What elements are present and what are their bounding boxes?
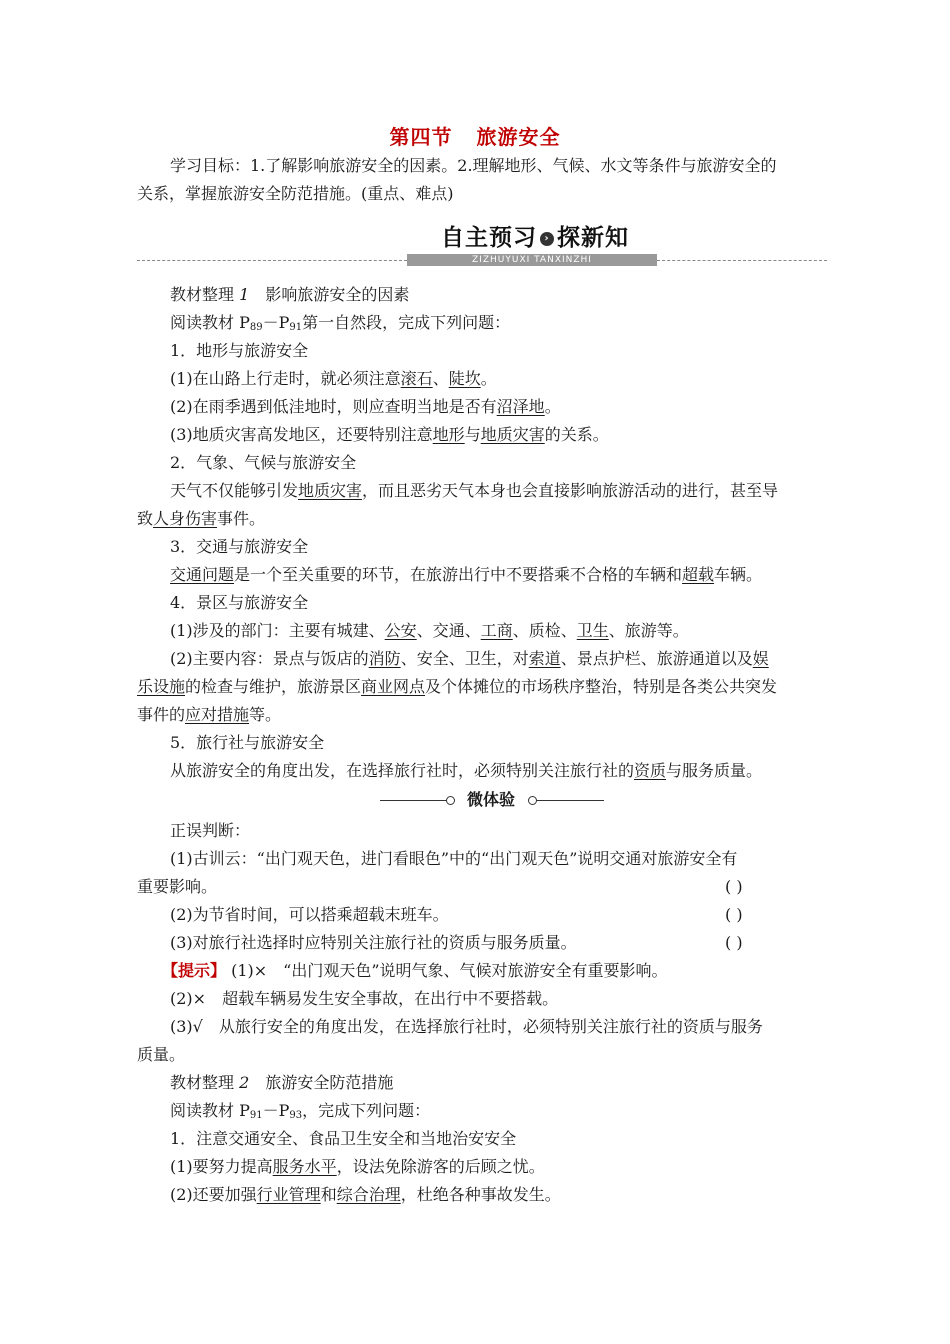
answer-blank-1: ( ) (725, 877, 743, 896)
learning-goals-line2: 关系，掌握旅游安全防范措施。(重点、难点) (137, 184, 454, 203)
banner-arrow-icon: › (540, 232, 554, 246)
scenic-item-2-line2: 乐设施的检查与维护，旅游景区商业网点及个体摊位的市场秩序整治，特别是各类公共突发 (137, 677, 778, 696)
answer-blank-3: ( ) (725, 933, 743, 952)
weather-text-line1: 天气不仅能够引发地质灾害，而且恶劣天气本身也会直接影响旅游活动的进行，甚至导 (170, 481, 779, 500)
divider-dot-left-icon (446, 796, 455, 805)
hint-a1: 【提示】 (1)× “出门观天色”说明气象、气候对旅游安全有重要影响。 (162, 961, 668, 980)
reading-instruction-1: 阅读教材 $P_{89}-P_{91}$第一自然段，完成下列问题： (170, 313, 511, 333)
topic-terrain: 1．地形与旅游安全 (170, 341, 309, 360)
material-heading-1: 教材整理 1 影响旅游安全的因素 (170, 285, 410, 304)
banner-dashed-rule-right (657, 260, 827, 261)
learning-goals-line1: 学习目标：1.了解影响旅游安全的因素。2.理解地形、气候、水文等条件与旅游安全的 (170, 156, 777, 175)
banner-dashed-rule-left (137, 260, 407, 261)
measure-item-1: (1)要努力提高服务水平，设法免除游客的后顾之忧。 (170, 1157, 545, 1176)
traffic-text: 交通问题是一个至关重要的环节，在旅游出行中不要搭乘不合格的车辆和超载车辆。 (170, 565, 763, 584)
terrain-item-3: (3)地质灾害高发地区，还要特别注意地形与地质灾害的关系。 (170, 425, 609, 444)
topic-traffic: 3．交通与旅游安全 (170, 537, 309, 556)
topic-weather: 2．气象、气候与旅游安全 (170, 453, 357, 472)
answer-blank-2: ( ) (725, 905, 743, 924)
divider-rule-left (380, 800, 448, 801)
measure-item-2: (2)还要加强行业管理和综合治理，杜绝各种事故发生。 (170, 1185, 561, 1204)
hint-label: 【提示】 (162, 961, 227, 980)
section-number: 第四节 (389, 125, 453, 149)
measure-topic-1: 1．注意交通安全、食品卫生安全和当地治安安全 (170, 1129, 517, 1148)
topic-agency: 5．旅行社与旅游安全 (170, 733, 325, 752)
section-name: 旅游安全 (476, 125, 561, 149)
banner-text-explore: 探新知 (557, 225, 629, 251)
banner-text-preview: 自主预习 (441, 225, 537, 251)
terrain-item-2: (2)在雨季遇到低洼地时，则应查明当地是否有沼泽地。 (170, 397, 561, 416)
judge-intro: 正误判断： (170, 821, 251, 840)
scenic-item-2-line3: 事件的应对措施等。 (137, 705, 282, 724)
judge-q1-line1: (1)古训云：“出门观天色，进门看眼色”中的“出门观天色”说明交通对旅游安全有 (170, 849, 738, 868)
section-banner (137, 222, 827, 268)
judge-q3: (3)对旅行社选择时应特别关注旅行社的资质与服务质量。 ( ) (170, 930, 827, 956)
hint-a3-line2: 质量。 (137, 1045, 186, 1064)
micro-experience-label: 微体验 (466, 790, 515, 809)
material-heading-2: 教材整理 2 旅游安全防范措施 (170, 1073, 394, 1092)
judge-q1-line2: 重要影响。 ( ) (137, 874, 827, 900)
micro-experience-divider (380, 788, 604, 812)
scenic-item-1: (1)涉及的部门：主要有城建、公安、交通、工商、质检、卫生、旅游等。 (170, 621, 689, 640)
topic-scenic: 4．景区与旅游安全 (170, 593, 309, 612)
banner-subtitle: ZIZHUYUXI TANXINZHI (407, 254, 657, 266)
hint-a2: (2)× 超载车辆易发生安全事故，在出行中不要搭载。 (170, 989, 559, 1008)
agency-text: 从旅游安全的角度出发，在选择旅行社时，必须特别关注旅行社的资质与服务质量。 (170, 761, 763, 780)
divider-rule-right (536, 800, 604, 801)
scenic-item-2-line1: (2)主要内容：景点与饭店的消防、安全、卫生，对索道、景点护栏、旅游通道以及娱 (170, 649, 769, 668)
weather-text-line2: 致人身伤害事件。 (137, 509, 266, 528)
terrain-item-1: (1)在山路上行走时，就必须注意滚石、陡坎。 (170, 369, 497, 388)
hint-a3-line1: (3)√ 从旅行安全的角度出发，在选择旅行社时，必须特别关注旅行社的资质与服务 (170, 1017, 763, 1036)
section-title (0, 121, 950, 150)
judge-q2: (2)为节省时间，可以搭乘超载末班车。 ( ) (170, 902, 827, 928)
banner-title (415, 222, 655, 254)
reading-instruction-2: 阅读教材 $P_{91}-P_{93}$，完成下列问题： (170, 1101, 431, 1121)
